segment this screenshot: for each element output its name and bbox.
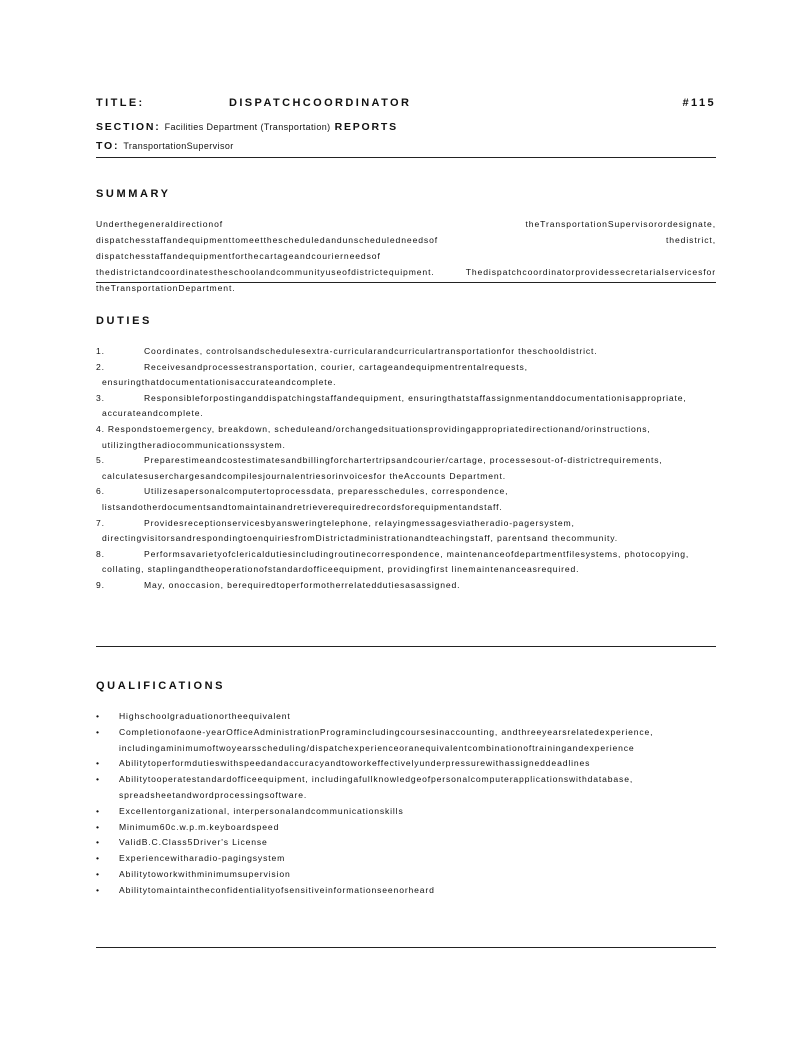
qualification-item — [96, 804, 716, 820]
duty-number: 3. — [96, 392, 105, 403]
duty-number: 4. — [96, 423, 105, 434]
duty-text: Providesreceptionservicesbyansweringtelephone, relayingmessagesviatheradio-pagersystem, directingvisitorsandrespondingtoenquiriesfromDistrictadministrationandteachingstaff, parentsand thecommunity. — [102, 517, 619, 544]
duty-item — [96, 391, 716, 422]
summary-heading: SUMMARY — [96, 188, 171, 200]
section-label: SECTION: — [96, 121, 161, 133]
divider — [96, 947, 716, 948]
title-row — [96, 97, 716, 113]
to-label: TO: — [96, 140, 120, 152]
duty-item — [96, 422, 716, 453]
duty-number: 8. — [96, 548, 105, 559]
duty-text: Utilizesapersonalcomputertoprocessdata, preparesschedules, correspondence, listsandotherdocumentsandtomaintainandretrieverequiredrecordsforequipmentandstaff. — [102, 486, 509, 512]
job-title: DISPATCHCOORDINATOR — [229, 97, 412, 109]
bullet-icon: • — [96, 853, 100, 864]
duty-item — [96, 484, 716, 515]
duty-text: Preparestimeandcostestimatesandbillingforchartertripsandcourier/cartage, processesout-of-districtrequirements, calculatesuserchargesandcompilesjournalentriesorinvoicesfor theAccounts Department. — [102, 455, 663, 481]
duty-item — [96, 578, 716, 594]
duty-number: 6. — [96, 486, 105, 497]
bullet-icon: • — [96, 726, 100, 737]
duties-list — [96, 344, 716, 594]
duty-item — [96, 360, 716, 391]
duty-item — [96, 344, 716, 360]
qualification-item — [96, 756, 716, 772]
bullet-icon: • — [96, 837, 100, 848]
job-number: #115 — [682, 97, 716, 109]
bullet-icon: • — [96, 821, 100, 832]
to-value: TransportationSupervisor — [123, 141, 234, 151]
bullet-icon: • — [96, 884, 100, 895]
bullet-icon: • — [96, 805, 100, 816]
qualification-text: ValidB.C.Class5Driver's License — [119, 837, 268, 848]
qualification-text: Abilitytomaintaintheconfidentialityofsensitiveinformationseenorheard — [119, 884, 435, 895]
qualification-item — [96, 851, 716, 867]
reports-label: REPORTS — [334, 121, 398, 133]
duty-number: 5. — [96, 455, 105, 466]
divider — [96, 282, 716, 283]
divider — [96, 157, 716, 158]
duty-text: Receivesandprocessestransportation, courier, cartageandequipmentrentalrequests, ensuringthatdocumentationisaccurateandcomplete. — [102, 361, 528, 388]
qualification-item — [96, 835, 716, 851]
qualification-text: Abilitytoworkwithminimumsupervision — [119, 868, 291, 879]
qualification-text: Completionofaone-yearOfficeAdministrationProgramincludingcoursesinaccounting, andthreeyearsrelatedexperience, includingaminimumoftwoyearsscheduling/dispatchexperienceoranequivalentcombinationoftrainingandexperience — [119, 726, 654, 753]
section-row — [96, 121, 398, 133]
qualification-item — [96, 725, 716, 757]
qualification-text: Experiencewitharadio-pagingsystem — [119, 853, 286, 864]
duty-text: Coordinates, controlsandschedulesextra-curricularandcurriculartransportationfor theschooldistrict. — [144, 346, 598, 356]
qualification-text: Abilitytoperformdutieswithspeedandaccuracyandtoworkeffectivelyunderpressurewithassigneddeadlines — [119, 758, 591, 769]
bullet-icon: • — [96, 758, 100, 769]
duty-item — [96, 516, 716, 547]
duty-number: 1. — [96, 346, 105, 356]
qualifications-heading: QUALIFICATIONS — [96, 680, 226, 692]
duty-text: May, onoccasion, berequiredtoperformotherrelateddutiesasassigned. — [144, 579, 461, 590]
title-label: TITLE: — [96, 97, 145, 109]
duty-number: 2. — [96, 361, 105, 372]
qualification-item — [96, 883, 716, 899]
bullet-icon: • — [96, 774, 100, 785]
reports-to-row — [96, 140, 234, 152]
duty-item — [96, 453, 716, 484]
qualification-text: Highschoolgraduationortheequivalent — [119, 711, 291, 721]
qualifications-list — [96, 709, 716, 899]
section-value: Facilities Department (Transportation) — [164, 122, 331, 132]
bullet-icon: • — [96, 711, 100, 721]
qualification-text: Excellentorganizational, interpersonalandcommunicationskills — [119, 805, 404, 816]
duty-number: 7. — [96, 517, 105, 528]
summary-text: Underthegeneraldirectionof theTransportationSupervisorordesignate, dispatchesstaffandequipmenttomeetthescheduledandunscheduledneedsof thedistrict, dispatchesstaffandequipmentforthecartageandcourierneedsof thedistrictandcoordinatestheschoolandcommunityuseofdistrictequipment. Thedispatchcoordinatorprovidessecretarialservicesfor theTransportationDepartment. — [96, 219, 716, 293]
duty-number: 9. — [96, 579, 105, 590]
qualification-item — [96, 820, 716, 836]
qualification-item — [96, 867, 716, 883]
qualification-item — [96, 772, 716, 804]
duty-text: Performsavarietyofclericaldutiesincludingroutinecorrespondence, maintenanceofdepartmentfilesystems, photocopying, collating, staplingandtheoperationofstandardofficeequipment, providingfirst linemaintenanceasrequired. — [102, 548, 690, 575]
duty-text: Responsibleforpostinganddispatchingstaffandequipment, ensuringthatstaffassignmentanddocumentationisappropriate, accurateandcomplete. — [102, 392, 687, 419]
qualification-item — [96, 709, 716, 725]
duty-item — [96, 547, 716, 578]
duty-text: Respondstoemergency, breakdown, scheduleand/orchangedsituationsprovidingappropriatedirectionand/orinstructions, utilizingtheradiocommunicationssystem. — [102, 423, 651, 450]
qualification-text: Abilitytooperatestandardofficeequipment, includingafullknowledgeofpersonalcomputerapplicationswithdatabase, spreadsheetandwordprocessingsoftware. — [119, 774, 634, 800]
qualification-text: Minimum60c.w.p.m.keyboardspeed — [119, 821, 280, 832]
bullet-icon: • — [96, 868, 100, 879]
duties-heading: DUTIES — [96, 315, 152, 327]
divider — [96, 646, 716, 647]
